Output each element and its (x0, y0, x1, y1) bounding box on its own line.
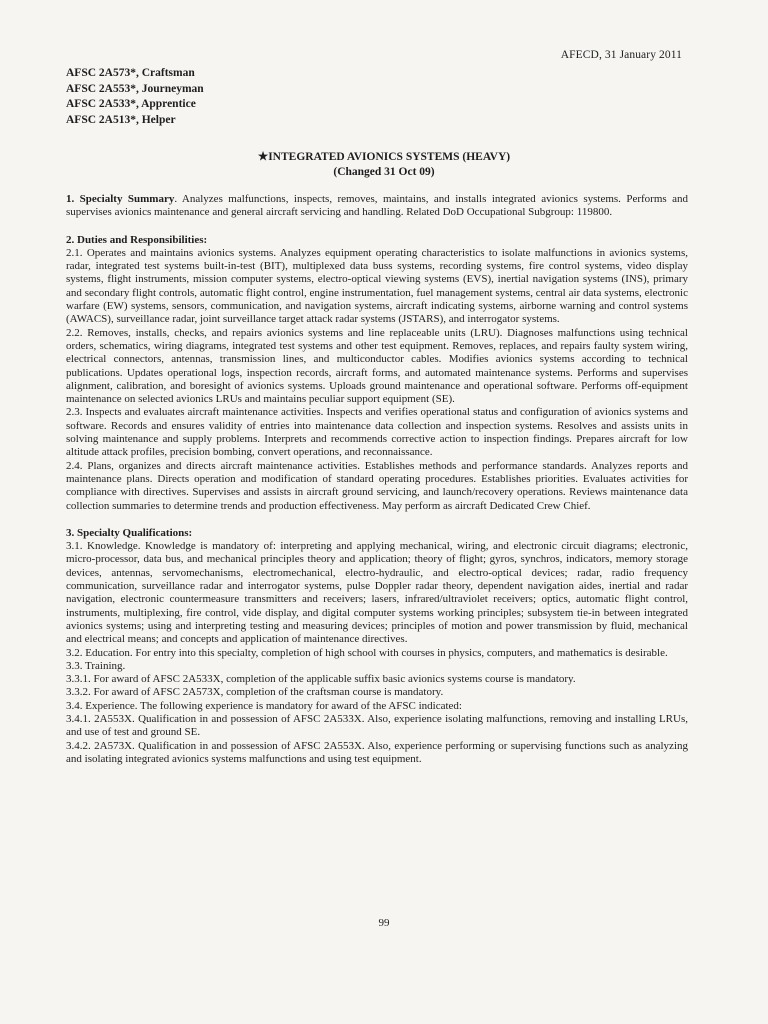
duty-2-1: 2.1. Operates and maintains avionics systems. Analyzes equipment operating characteristics to isolate malfunctions in avionics systems, radar, integrated test systems built-in-test (BIT), multiplexed data buss systems, recording systems, fire control systems, video display systems, flight instruments, mission computer systems, electro-optical viewing systems (EVS), inertial navigation systems (INS), primary and secondary flight controls, automatic flight control, engine instrumentation, fuel management systems, central air data systems, electronic warfare (EW) systems, sensors, communication, and navigation systems, aircraft indicating systems, airborne warning and control systems (AWACS), surveillance radar, joint surveillance target attack radar systems (JSTARS), and interrogator systems. (66, 246, 688, 326)
qual-3-4: 3.4. Experience. The following experience is mandatory for award of the AFSC indicated: (66, 699, 462, 712)
duty-2-4: 2.4. Plans, organizes and directs aircraft maintenance activities. Establishes methods and performance standards. Analyzes reports and maintenance plans. Directs operation and modification of standard operating procedures. Establishes priorities. Evaluates activities for compliance with directives. Supervises and assists in aircraft ground servicing, and launch/recovery operations. Reviews maintenance data collection summaries to determine trends and production effectiveness. May perform as aircraft Dedicated Crew Chief. (66, 459, 688, 512)
afsc-journeyman: AFSC 2A553*, Journeyman (66, 82, 204, 95)
qual-3-4-2: 3.4.2. 2A573X. Qualification in and possession of AFSC 2A553X. Also, experience performing or supervising functions such as analyzing and isolating integrated avionics systems malfunctions and using test equipment. (66, 739, 688, 765)
document-title (0, 150, 768, 180)
qual-3-1: 3.1. Knowledge. Knowledge is mandatory of: interpreting and applying mechanical, wiring, and electronic circuit diagrams; electronic, micro-processor, data bus, and mechanical principles theory and application; theory of flight; gyros, synchros, indicators, memory storage devices, antennas, servomechanisms, electromechanical, electro-hydraulic, and electro-optical devices; radar, radio frequency communication, surveillance radar and interrogator systems, pulse Doppler radar theory, dependent navigation aides, inertial and radar navigation, electronic countermeasure transmitters and receivers; lasers, infrared/ultraviolet receivers; optics, automatic flight control, instruments, multiplexing, fire control, vide display, and digital computer systems working principles; subsystem tie-in between integrated avionics systems; using and interpreting testing and measuring devices; principles of motion and power transmission by fluid, mechanical and electrical means; and concepts and application of maintenance directives. (66, 540, 688, 646)
section-1-text: . Analyzes malfunctions, inspects, removes, maintains, and installs integrated avionics systems. Performs and supervises avionics maintenance and general aircraft servicing and handling. Related DoD Occupational Subgroup: 119800. (66, 193, 688, 219)
qual-3-3-2: 3.3.2. For award of AFSC 2A573X, completion of the craftsman course is mandatory. (66, 686, 444, 699)
qual-3-3-1: 3.3.1. For award of AFSC 2A533X, completion of the applicable suffix basic avionics systems course is mandatory. (66, 673, 576, 686)
afsc-craftsman: AFSC 2A573*, Craftsman (66, 67, 195, 79)
qual-3-4-1: 3.4.1. 2A553X. Qualification in and possession of AFSC 2A533X. Also, experience isolating malfunctions, removing and installing LRUs, and use of test and ground SE. (66, 712, 688, 739)
specialty-title: ★INTEGRATED AVIONICS SYSTEMS (HEAVY) (257, 151, 511, 163)
section-3-heading: 3. Specialty Qualifications: (66, 526, 193, 539)
duty-2-2: 2.2. Removes, installs, checks, and repairs avionics systems and line replaceable units (LRU). Diagnoses malfunctions using technical orders, schematics, wiring diagrams, integrated test systems and other test equipment. Removes, replaces, and repairs faulty system wiring, electrical connectors, antennas, transmission lines, and multiconductor cables. Modifies avionics systems according to technical publications. Updates operational logs, inspection records, aircraft forms, and automated maintenance systems. Performs and supervises alignment, calibration, and boresight of avionics systems. Uploads ground maintenance and operational software. Performs off-equipment maintenance on selected avionics LRUs and maintains peculiar support equipment (SE). (66, 326, 688, 406)
document-body (66, 193, 688, 766)
document-date-header: AFECD, 31 January 2011 (560, 49, 682, 61)
afsc-helper: AFSC 2A513*, Helper (66, 113, 176, 126)
duty-2-3: 2.3. Inspects and evaluates aircraft maintenance activities. Inspects and verifies operational status and configuration of avionics systems and software. Records and ensures validity of entries into maintenance data collection and inspection systems. Resolves and assists units in solving maintenance and supply problems. Interprets and recommends corrective action to inspection findings. Prepares aircraft for low altitude attack profiles, precision bombing, convert operations, and reconnaissance. (66, 406, 688, 459)
specialty-summary (66, 193, 688, 220)
afsc-apprentice: AFSC 2A533*, Apprentice (66, 98, 196, 110)
qual-3-3: 3.3. Training. (66, 659, 126, 672)
page-number: 99 (378, 917, 390, 929)
qual-3-2: 3.2. Education. For entry into this specialty, completion of high school with courses in physics, computers, and mathematics is desirable. (66, 646, 668, 659)
afsc-list (66, 66, 204, 128)
changed-date: (Changed 31 Oct 09) (333, 166, 435, 178)
section-1-heading: 1. Specialty Summary (66, 193, 175, 205)
section-2-heading: 2. Duties and Responsibilities: (66, 233, 208, 246)
